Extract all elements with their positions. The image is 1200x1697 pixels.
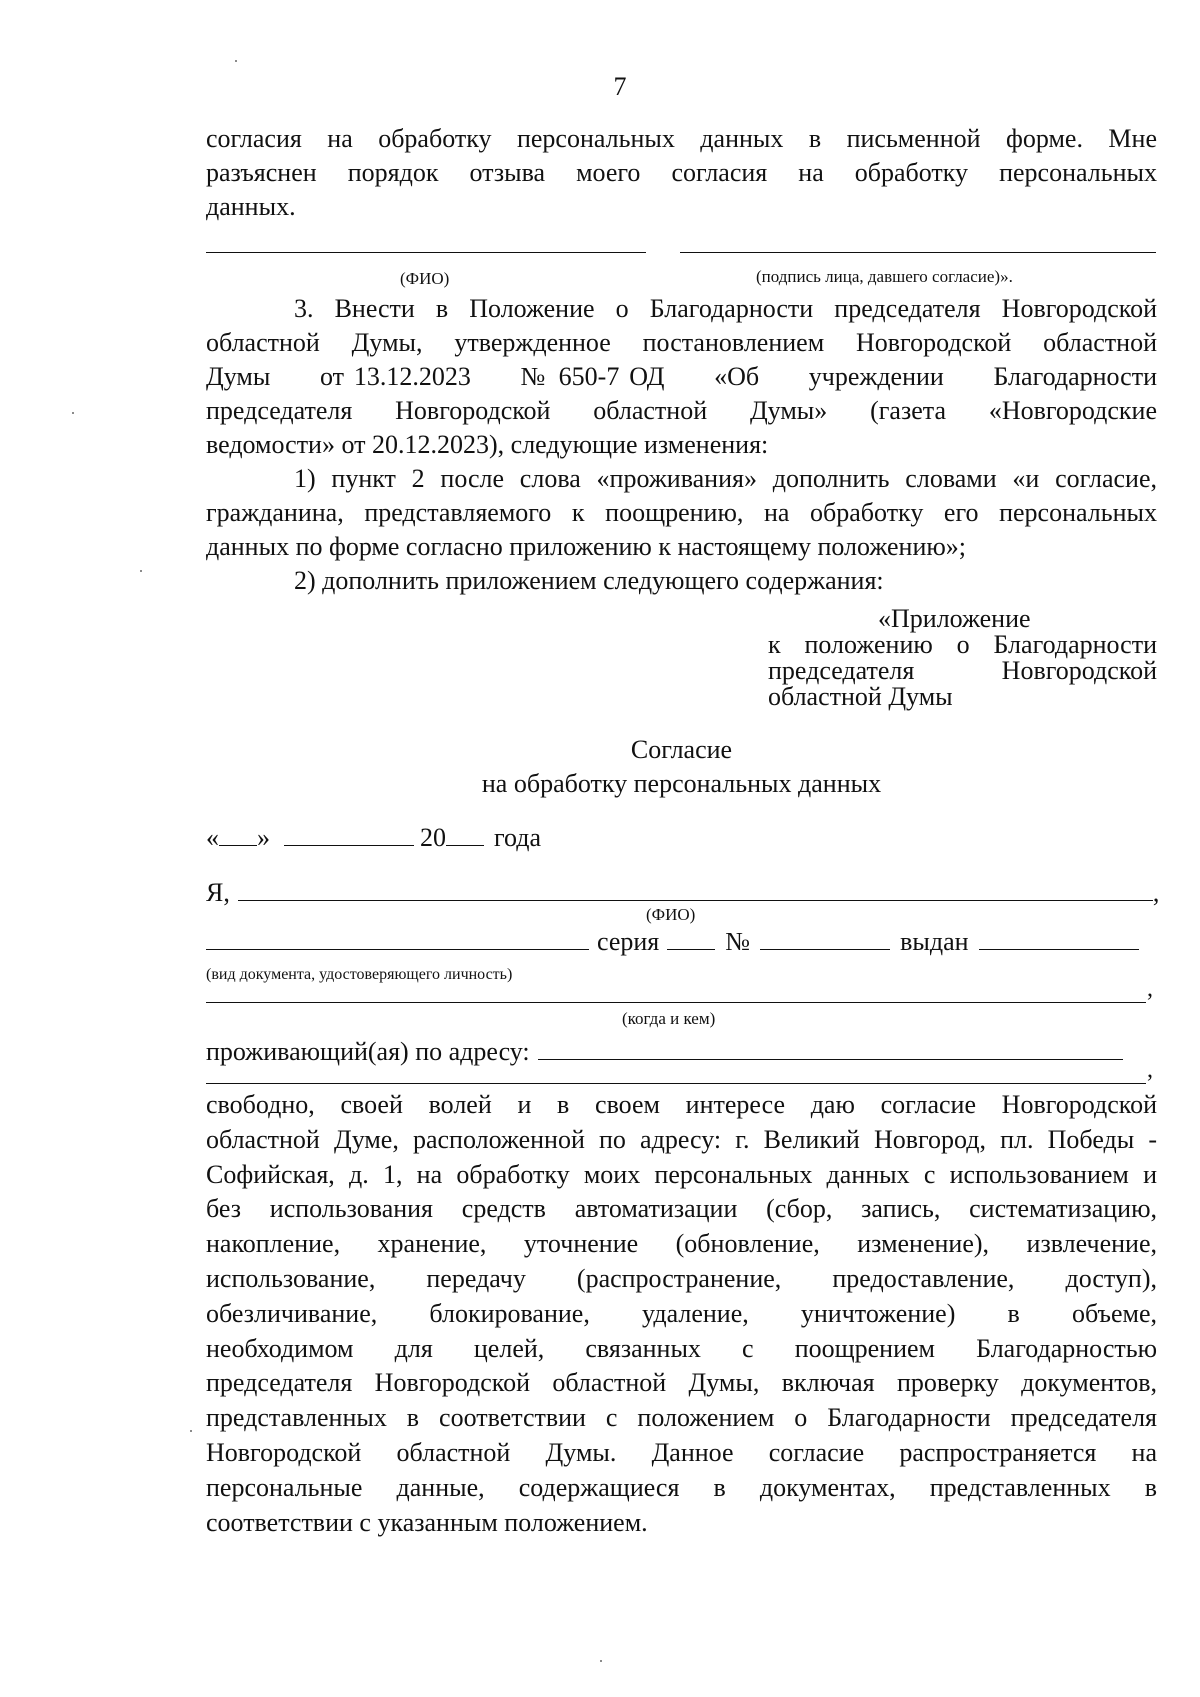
item-3-line: председателя Новгородской областной Думы» (газета «Новгородские bbox=[206, 396, 1157, 425]
month-field[interactable] bbox=[284, 823, 414, 846]
item-3-line: областной Думы, утвержденное постановлением Новгородской областной bbox=[206, 328, 1157, 357]
comma: , bbox=[1152, 878, 1160, 907]
appendix-title: «Приложение bbox=[878, 604, 1031, 633]
consent-line: без использования средств автоматизации (сбор, запись, систематизацию, bbox=[206, 1194, 1157, 1224]
appendix-line: председателя Новгородской bbox=[768, 656, 1157, 685]
consent-title-line1: Согласие bbox=[630, 735, 733, 764]
consent-line: областной Думе, расположенной по адресу: г. Великий Новгород, пл. Победы - bbox=[206, 1124, 1157, 1154]
ya-label: Я, bbox=[206, 878, 230, 907]
consent-line: соответствии с указанным положением. bbox=[206, 1507, 648, 1537]
subitem-1-line: гражданина, представляемого к поощрению, на обработку его персональных bbox=[206, 498, 1157, 527]
appendix-line: к положению о Благодарности bbox=[768, 630, 1157, 659]
scan-speck bbox=[235, 60, 237, 62]
number-label: № bbox=[725, 927, 751, 956]
item-3-paragraph bbox=[206, 292, 1157, 462]
consent-line: Новгородской областной Думы. Данное согласие распространяется на bbox=[206, 1437, 1157, 1467]
address-row bbox=[206, 1035, 1123, 1069]
year-field[interactable] bbox=[446, 823, 484, 846]
issued-label: выдан bbox=[900, 927, 969, 956]
address-label: проживающий(ая) по адресу: bbox=[206, 1037, 530, 1066]
scan-speck bbox=[140, 570, 142, 572]
item-3-line: Думы от 13.12.2023 № 650-7 ОД «Об учреждении Благодарности bbox=[206, 362, 1157, 391]
intro-line: данных. bbox=[206, 192, 296, 221]
date-line bbox=[206, 821, 541, 855]
consent-line: накопление, хранение, уточнение (обновление, изменение), извлечение, bbox=[206, 1229, 1157, 1259]
subitem-1-line: 1) пункт 2 после слова «проживания» дополнить словами «и согласие, bbox=[294, 464, 1157, 493]
intro-line: разъяснен порядок отзыва моего согласия на обработку персональных bbox=[206, 158, 1157, 187]
fio-field[interactable] bbox=[238, 878, 1153, 901]
consent-title-line2: на обработку персональных данных bbox=[481, 769, 882, 798]
consent-line: использование, передачу (распространение, предоставление, доступ), bbox=[206, 1263, 1157, 1293]
address-field[interactable] bbox=[538, 1037, 1123, 1060]
address-field-continued[interactable] bbox=[206, 1083, 1146, 1084]
item-3-line: ведомости» от 20.12.2023), следующие изменения: bbox=[206, 430, 769, 459]
series-label: серия bbox=[597, 927, 660, 956]
scan-speck bbox=[190, 1430, 192, 1432]
consent-line: представленных в соответствии с положением о Благодарности председателя bbox=[206, 1403, 1157, 1433]
consent-body bbox=[206, 1088, 1157, 1540]
date-open-quote: « bbox=[206, 823, 219, 852]
comma: , bbox=[1147, 1057, 1153, 1083]
document-type-field[interactable] bbox=[206, 927, 589, 950]
scan-speck bbox=[600, 1660, 602, 1662]
consent-line: обезличивание, блокирование, удаление, уничтожение) в объеме, bbox=[206, 1298, 1157, 1328]
year-suffix: года bbox=[494, 823, 542, 852]
subitem-2-line: 2) дополнить приложением следующего содержания: bbox=[294, 566, 884, 595]
intro-line: согласия на обработку персональных данных в письменной форме. Мне bbox=[206, 124, 1157, 153]
number-field[interactable] bbox=[760, 927, 890, 950]
subitem-1-line: данных по форме согласно приложению к настоящему положению»; bbox=[206, 532, 967, 561]
fio-field-caption: (ФИО) bbox=[646, 905, 696, 924]
signature-caption: (подпись лица, давшего согласие)». bbox=[756, 267, 1013, 286]
document-type-caption: (вид документа, удостоверяющего личность) bbox=[206, 966, 513, 983]
issued-field[interactable] bbox=[979, 927, 1139, 950]
consent-line: необходимом для целей, связанных с поощрением Благодарностью bbox=[206, 1333, 1157, 1363]
day-field[interactable] bbox=[219, 823, 257, 846]
issued-by-field[interactable] bbox=[206, 1002, 1146, 1003]
year-prefix: 20 bbox=[420, 823, 446, 852]
item-3-line: 3. Внести в Положение о Благодарности председателя Новгородской bbox=[294, 294, 1157, 323]
consent-title bbox=[206, 733, 1157, 801]
date-close-quote: » bbox=[257, 823, 270, 852]
appendix-header bbox=[768, 606, 1157, 710]
signature-line bbox=[680, 252, 1156, 253]
consent-line: Софийская, д. 1, на обработку моих персональных данных с использованием и bbox=[206, 1159, 1157, 1189]
fio-caption: (ФИО) bbox=[400, 269, 450, 288]
scan-speck bbox=[72, 412, 74, 414]
series-field[interactable] bbox=[667, 927, 715, 950]
consent-line: председателя Новгородской областной Думы, включая проверку документов, bbox=[206, 1368, 1157, 1398]
page-number: 7 bbox=[613, 72, 627, 101]
comma: , bbox=[1147, 976, 1153, 1002]
subitem-1-paragraph bbox=[206, 462, 1157, 564]
document-row bbox=[206, 925, 1139, 959]
consent-line: персональные данные, содержащиеся в документах, представленных в bbox=[206, 1472, 1157, 1502]
consent-line: свободно, своей волей и в своем интересе даю согласие Новгородской bbox=[206, 1090, 1157, 1119]
fio-signature-line bbox=[206, 252, 646, 253]
intro-paragraph bbox=[206, 122, 1157, 224]
when-whom-caption: (когда и кем) bbox=[622, 1009, 716, 1028]
appendix-line: областной Думы bbox=[768, 682, 953, 711]
